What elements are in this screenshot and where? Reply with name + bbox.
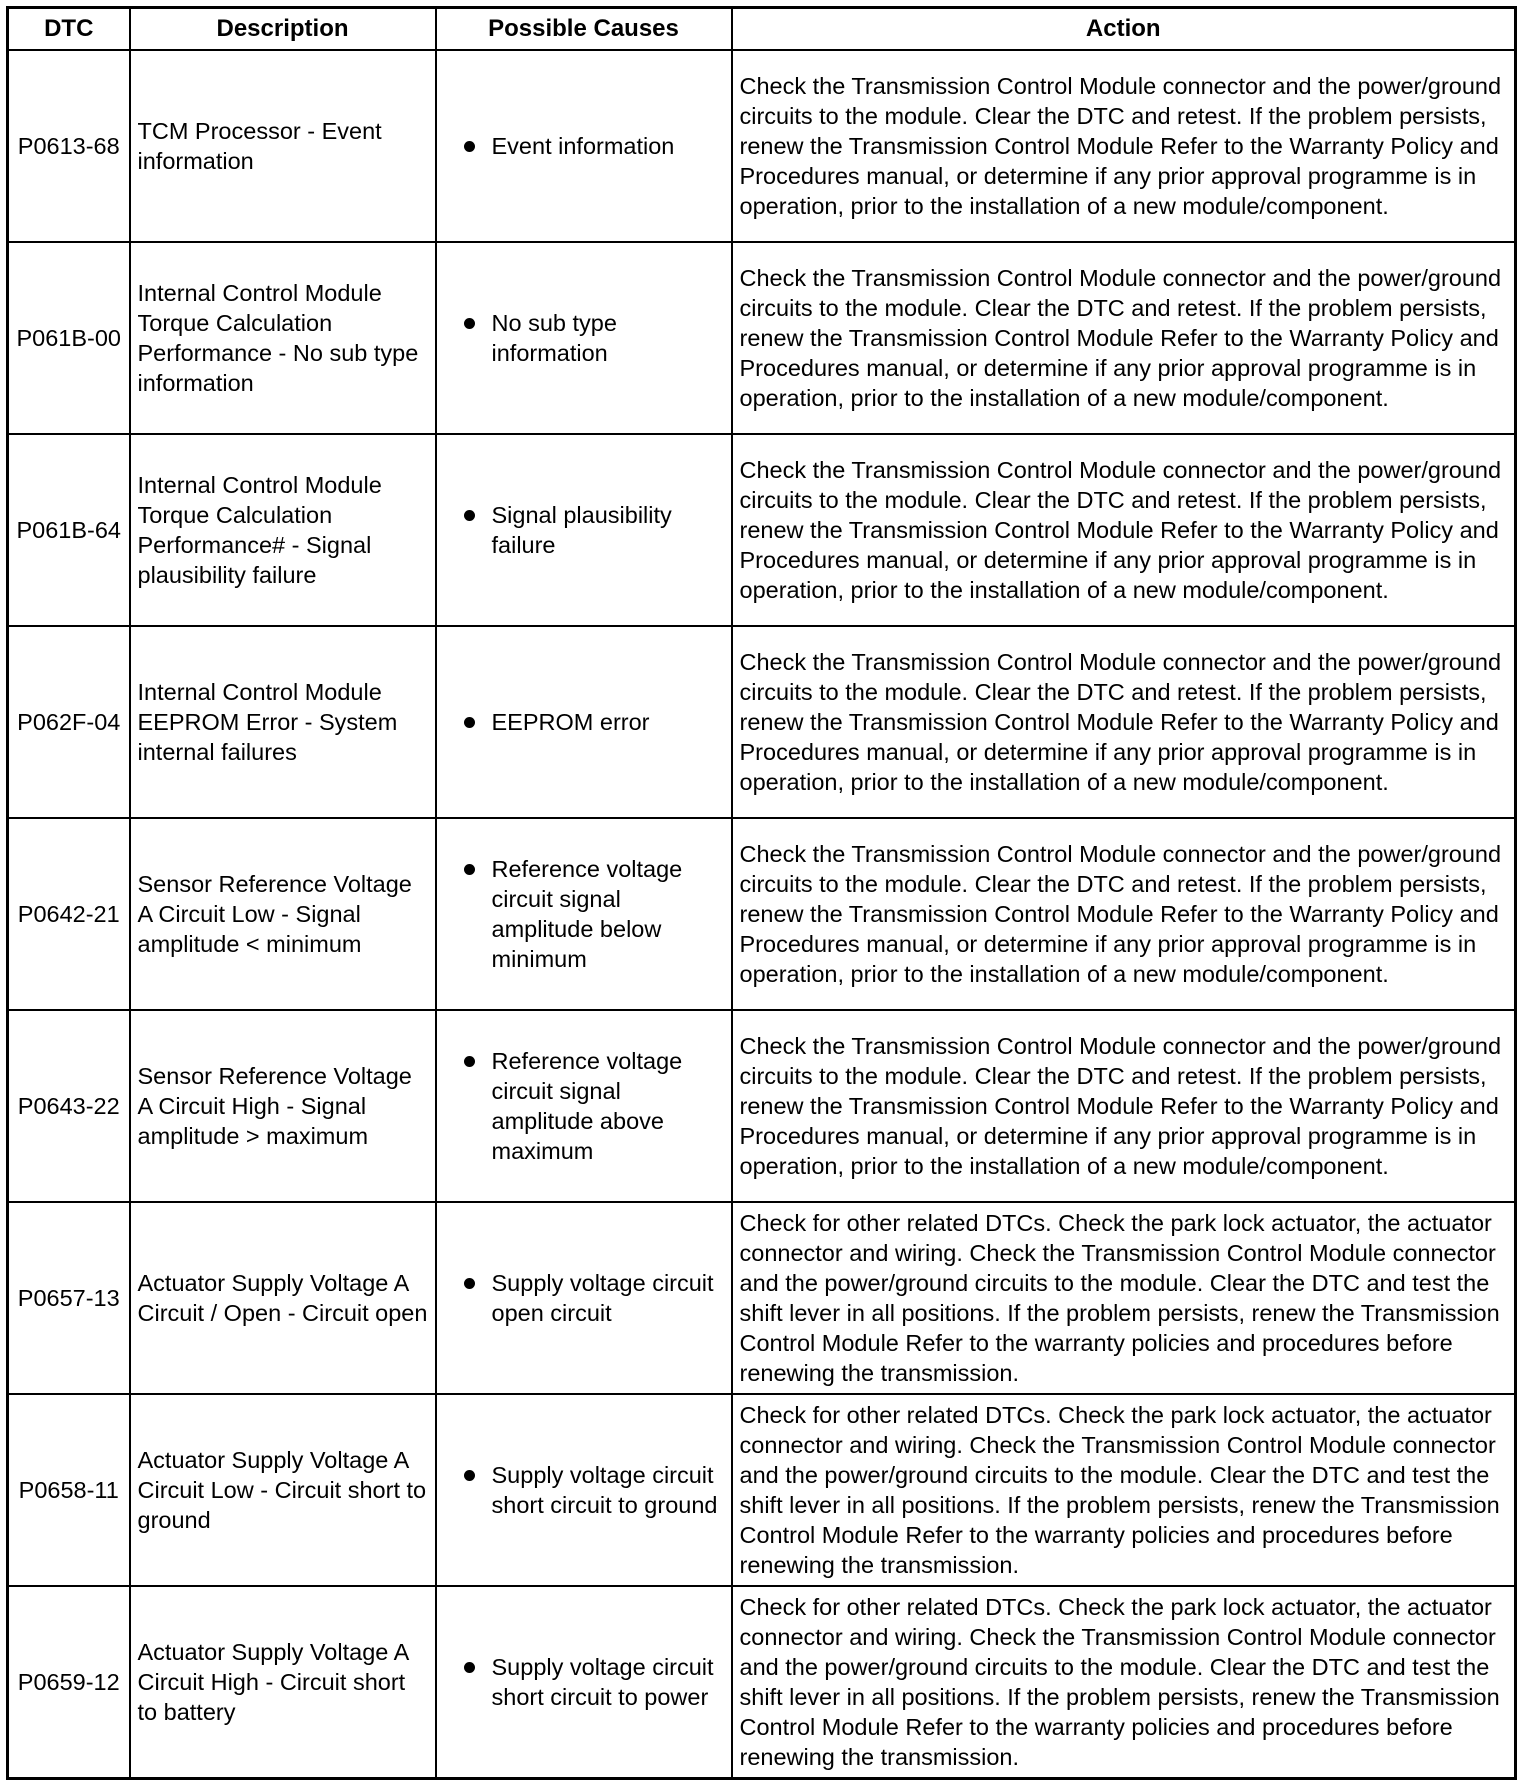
- possible-causes-cell: [436, 1586, 732, 1779]
- action-text: Check for other related DTCs. Check the park lock actuator, the actuator connector and wiring. Check the Transmission Control Module connector and the power/ground circuits to the module. Clear the DTC and test the shift lever in all positions. If the problem persists, renew the Transmission Control Module Refer to the warranty policies and procedures before renewing the transmission.: [732, 1394, 1516, 1586]
- cause-item: Supply voltage circuit short circuit to power: [444, 1652, 724, 1712]
- dtc-code: P0643-22: [8, 1010, 130, 1202]
- cause-item: No sub type information: [444, 308, 724, 368]
- cause-item: EEPROM error: [444, 707, 724, 737]
- dtc-description: Sensor Reference Voltage A Circuit Low - Signal amplitude < minimum: [130, 818, 436, 1010]
- table-row: [8, 1010, 1516, 1202]
- dtc-code: P0657-13: [8, 1202, 130, 1394]
- dtc-code: P061B-64: [8, 434, 130, 626]
- action-text: Check for other related DTCs. Check the park lock actuator, the actuator connector and wiring. Check the Transmission Control Module connector and the power/ground circuits to the module. Clear the DTC and test the shift lever in all positions. If the problem persists, renew the Transmission Control Module Refer to the warranty policies and procedures before renewing the transmission.: [732, 1202, 1516, 1394]
- cause-item: Event information: [444, 131, 724, 161]
- possible-causes-cell: [436, 1202, 732, 1394]
- dtc-code: P0613-68: [8, 50, 130, 242]
- table-row: [8, 818, 1516, 1010]
- dtc-description: Actuator Supply Voltage A Circuit High - Circuit short to battery: [130, 1586, 436, 1779]
- action-text: Check the Transmission Control Module connector and the power/ground circuits to the module. Clear the DTC and retest. If the problem persists, renew the Transmission Control Module Refer to the Warranty Policy and Procedures manual, or determine if any prior approval programme is in operation, prior to the installation of a new module/component.: [732, 626, 1516, 818]
- dtc-description: Actuator Supply Voltage A Circuit / Open - Circuit open: [130, 1202, 436, 1394]
- action-text: Check for other related DTCs. Check the park lock actuator, the actuator connector and wiring. Check the Transmission Control Module connector and the power/ground circuits to the module. Clear the DTC and test the shift lever in all positions. If the problem persists, renew the Transmission Control Module Refer to the warranty policies and procedures before renewing the transmission.: [732, 1586, 1516, 1779]
- cause-item: Supply voltage circuit short circuit to ground: [444, 1460, 724, 1520]
- dtc-description: Internal Control Module EEPROM Error - System internal failures: [130, 626, 436, 818]
- action-text: Check the Transmission Control Module connector and the power/ground circuits to the module. Clear the DTC and retest. If the problem persists, renew the Transmission Control Module Refer to the Warranty Policy and Procedures manual, or determine if any prior approval programme is in operation, prior to the installation of a new module/component.: [732, 818, 1516, 1010]
- cause-item: Reference voltage circuit signal amplitude above maximum: [444, 1046, 724, 1166]
- possible-causes-cell: [436, 50, 732, 242]
- possible-causes-cell: [436, 242, 732, 434]
- action-text: Check the Transmission Control Module connector and the power/ground circuits to the module. Clear the DTC and retest. If the problem persists, renew the Transmission Control Module Refer to the Warranty Policy and Procedures manual, or determine if any prior approval programme is in operation, prior to the installation of a new module/component.: [732, 1010, 1516, 1202]
- dtc-description: Sensor Reference Voltage A Circuit High - Signal amplitude > maximum: [130, 1010, 436, 1202]
- cause-item: Signal plausibility failure: [444, 500, 724, 560]
- dtc-code: P0642-21: [8, 818, 130, 1010]
- table-row: [8, 1586, 1516, 1779]
- dtc-code: P0658-11: [8, 1394, 130, 1586]
- table-row: [8, 1394, 1516, 1586]
- table-row: [8, 626, 1516, 818]
- possible-causes-cell: [436, 626, 732, 818]
- header-row: [8, 8, 1516, 51]
- table-row: [8, 242, 1516, 434]
- possible-causes-cell: [436, 434, 732, 626]
- cause-item: Supply voltage circuit open circuit: [444, 1268, 724, 1328]
- header-dtc: DTC: [8, 8, 130, 51]
- dtc-description: Internal Control Module Torque Calculation Performance - No sub type information: [130, 242, 436, 434]
- possible-causes-cell: [436, 818, 732, 1010]
- action-text: Check the Transmission Control Module connector and the power/ground circuits to the module. Clear the DTC and retest. If the problem persists, renew the Transmission Control Module Refer to the Warranty Policy and Procedures manual, or determine if any prior approval programme is in operation, prior to the installation of a new module/component.: [732, 50, 1516, 242]
- action-text: Check the Transmission Control Module connector and the power/ground circuits to the module. Clear the DTC and retest. If the problem persists, renew the Transmission Control Module Refer to the Warranty Policy and Procedures manual, or determine if any prior approval programme is in operation, prior to the installation of a new module/component.: [732, 242, 1516, 434]
- dtc-code: P061B-00: [8, 242, 130, 434]
- header-possible-causes: Possible Causes: [436, 8, 732, 51]
- dtc-code: P062F-04: [8, 626, 130, 818]
- table-row: [8, 434, 1516, 626]
- dtc-table: [6, 6, 1517, 1780]
- action-text: Check the Transmission Control Module connector and the power/ground circuits to the module. Clear the DTC and retest. If the problem persists, renew the Transmission Control Module Refer to the Warranty Policy and Procedures manual, or determine if any prior approval programme is in operation, prior to the installation of a new module/component.: [732, 434, 1516, 626]
- possible-causes-cell: [436, 1394, 732, 1586]
- table-row: [8, 50, 1516, 242]
- dtc-description: Actuator Supply Voltage A Circuit Low - Circuit short to ground: [130, 1394, 436, 1586]
- dtc-description: TCM Processor - Event information: [130, 50, 436, 242]
- dtc-description: Internal Control Module Torque Calculation Performance# - Signal plausibility failure: [130, 434, 436, 626]
- possible-causes-cell: [436, 1010, 732, 1202]
- cause-item: Reference voltage circuit signal amplitude below minimum: [444, 854, 724, 974]
- dtc-code: P0659-12: [8, 1586, 130, 1779]
- table-row: [8, 1202, 1516, 1394]
- header-description: Description: [130, 8, 436, 51]
- header-action: Action: [732, 8, 1516, 51]
